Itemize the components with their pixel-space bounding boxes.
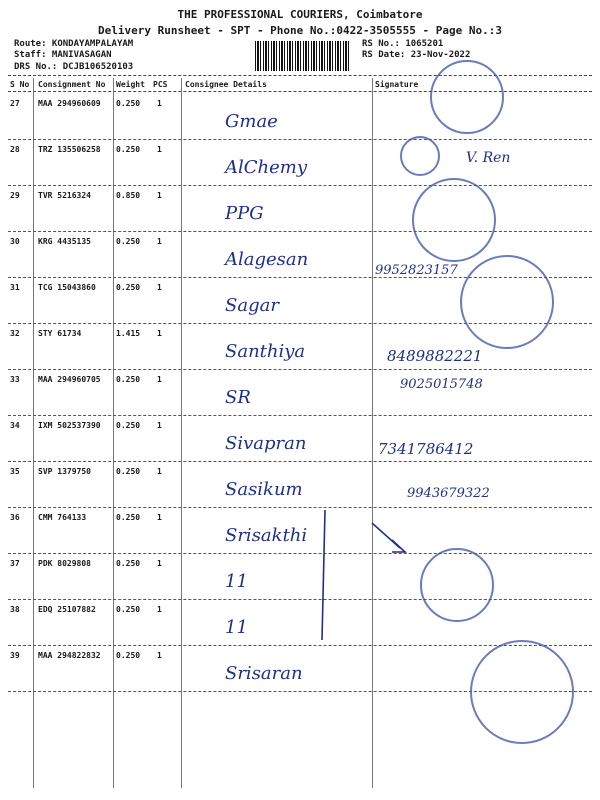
consignee-handwriting: Sasikum — [225, 479, 303, 500]
row-pcs: 1 — [157, 375, 162, 384]
consignee-handwriting: Sagar — [225, 295, 279, 316]
row-consignment-no: KRG 4435135 — [38, 237, 91, 246]
row-consignment-no: TRZ 135506258 — [38, 145, 101, 154]
row-sno: 33 — [10, 375, 20, 384]
col-signature: Signature — [375, 80, 419, 89]
row-pcs: 1 — [157, 329, 162, 338]
row-weight: 0.250 — [116, 99, 141, 108]
row-sno: 38 — [10, 605, 20, 614]
row-sno: 28 — [10, 145, 20, 154]
row-weight: 0.250 — [116, 237, 141, 246]
row-pcs: 1 — [157, 283, 162, 292]
col-consignment: Consignment No — [38, 80, 106, 89]
row-weight: 1.415 — [116, 329, 141, 338]
col-sno: S No — [10, 80, 30, 89]
consignee-handwriting: Gmae — [225, 111, 278, 132]
consignee-handwriting: Santhiya — [225, 341, 306, 362]
consignee-handwriting: 11 — [225, 571, 248, 592]
rs-date: RS Date: 23-Nov-2022 — [362, 50, 471, 60]
row-sno: 32 — [10, 329, 20, 338]
col-consignee: Consignee Details — [185, 80, 267, 89]
row-consignment-no: EDQ 25107882 — [38, 605, 96, 614]
row-weight: 0.250 — [116, 651, 141, 660]
row-sno: 35 — [10, 467, 20, 476]
row-weight: 0.250 — [116, 513, 141, 522]
col-pcs: PCS — [153, 80, 168, 89]
row-consignment-no: IXM 502537390 — [38, 421, 101, 430]
row-sno: 39 — [10, 651, 20, 660]
row-consignment-no: STY 61734 — [38, 329, 82, 338]
row-consignment-no: CMM 764133 — [38, 513, 87, 522]
row-weight: 0.250 — [116, 145, 141, 154]
row-weight: 0.250 — [116, 605, 141, 614]
row-pcs: 1 — [157, 513, 162, 522]
row-sno: 31 — [10, 283, 20, 292]
signature-phone: 8489882221 — [387, 347, 483, 365]
row-pcs: 1 — [157, 651, 162, 660]
consignee-handwriting: AlChemy — [225, 157, 308, 178]
signature-text: V. Ren — [466, 150, 511, 166]
row-weight: 0.250 — [116, 421, 141, 430]
row-weight: 0.250 — [116, 283, 141, 292]
row-consignment-no: MAA 294960609 — [38, 99, 101, 108]
company-title: THE PROFESSIONAL COURIERS, Coimbatore — [177, 8, 423, 21]
col-weight: Weight — [116, 80, 145, 89]
row-pcs: 1 — [157, 145, 162, 154]
drs-number: DRS No.: DCJB106520103 — [14, 62, 134, 72]
row-consignment-no: PDK 8029808 — [38, 559, 91, 568]
staff-label: Staff: MANIVASAGAN — [14, 50, 112, 60]
consignee-handwriting: Srisakthi — [225, 525, 308, 546]
row-pcs: 1 — [157, 191, 162, 200]
row-sno: 27 — [10, 99, 20, 108]
row-sno: 29 — [10, 191, 20, 200]
row-consignment-no: MAA 294822832 — [38, 651, 101, 660]
row-pcs: 1 — [157, 99, 162, 108]
row-sno: 30 — [10, 237, 20, 246]
row-pcs: 1 — [157, 605, 162, 614]
row-sno: 34 — [10, 421, 20, 430]
row-pcs: 1 — [157, 237, 162, 246]
route-label: Route: KONDAYAMPALAYAM — [14, 39, 134, 49]
row-consignment-no: TVR 5216324 — [38, 191, 91, 200]
row-weight: 0.250 — [116, 559, 141, 568]
row-sno: 36 — [10, 513, 20, 522]
rs-number: RS No.: 1065201 — [362, 39, 444, 49]
row-consignment-no: TCG 15043860 — [38, 283, 96, 292]
consignee-handwriting: 11 — [225, 617, 248, 638]
row-weight: 0.250 — [116, 375, 141, 384]
row-consignment-no: SVP 1379750 — [38, 467, 91, 476]
consignee-handwriting: PPG — [225, 203, 264, 224]
consignee-handwriting: SR — [225, 387, 251, 408]
row-pcs: 1 — [157, 467, 162, 476]
row-pcs: 1 — [157, 421, 162, 430]
row-consignment-no: MAA 294960705 — [38, 375, 101, 384]
consignee-handwriting: Alagesan — [225, 249, 309, 270]
signature-phone: 9025015748 — [400, 377, 483, 392]
consignee-handwriting: Sivapran — [225, 433, 307, 454]
row-weight: 0.850 — [116, 191, 141, 200]
signature-phone: 9952823157 — [375, 263, 458, 278]
row-weight: 0.250 — [116, 467, 141, 476]
row-pcs: 1 — [157, 559, 162, 568]
runsheet-subtitle: Delivery Runsheet - SPT - Phone No.:0422-3505555 - Page No.:3 — [98, 24, 502, 37]
consignee-handwriting: Srisaran — [225, 663, 303, 684]
signature-phone: 9943679322 — [407, 486, 490, 501]
row-sno: 37 — [10, 559, 20, 568]
signature-phone: 7341786412 — [378, 440, 474, 458]
